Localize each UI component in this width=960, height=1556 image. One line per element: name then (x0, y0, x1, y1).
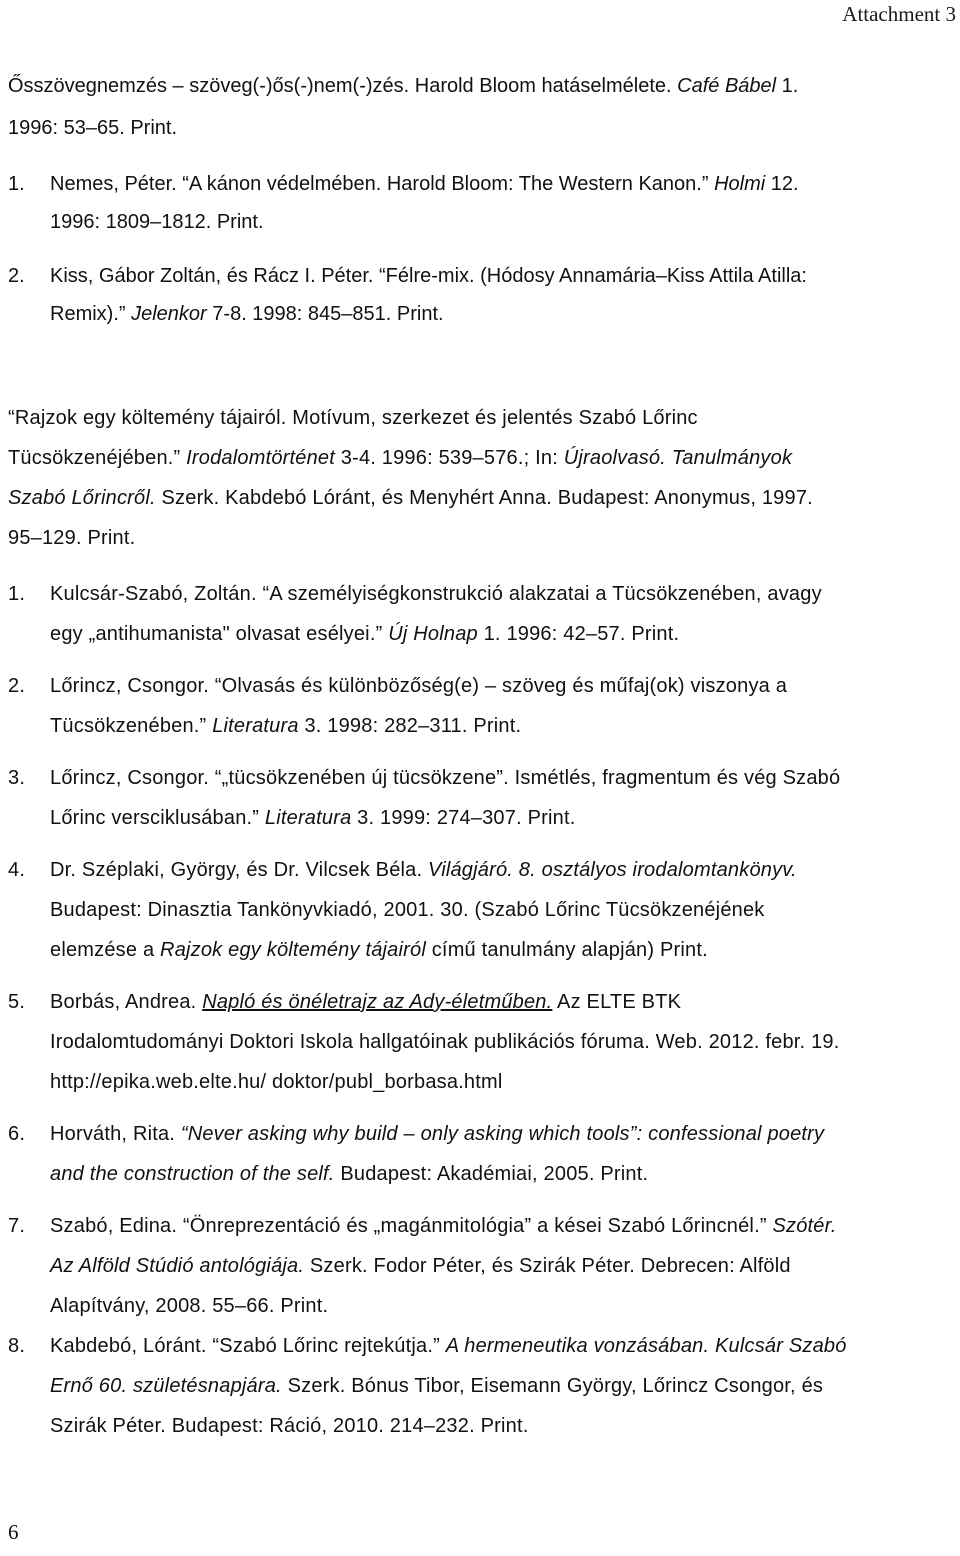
item-line: 1996: 1809–1812. Print. (50, 211, 264, 233)
item-line: Nemes, Péter. “A kánon védelmében. Harold Bloom: The Western Kanon.” Holmi 12. (50, 173, 799, 195)
block2-line2: Tücsökzenéjében.” Irodalomtörténet 3-4. 1996: 539–576.; In: Újraolvasó. Tanulmányok (8, 447, 793, 469)
item-number: 4. (8, 859, 26, 881)
item-line: Ernő 60. születésnapjára. Szerk. Bónus Tibor, Eisemann György, Lőrincz Csongor, és (50, 1375, 824, 1397)
item-line: Lőrincz, Csongor. “„tücsökzenében új tücsökzene”. Ismétlés, fragmentum és vég Szabó (50, 767, 841, 789)
item-line: Kabdebó, Lóránt. “Szabó Lőrinc rejtekútja.” A hermeneutika vonzásában. Kulcsár Szabó (50, 1335, 847, 1357)
page-number: 6 (8, 1520, 19, 1544)
item-line: Kulcsár-Szabó, Zoltán. “A személyiségkonstrukció alakzatai a Tücsökzenében, avagy (50, 583, 822, 605)
item-line: egy „antihumanista" olvasat esélyei.” Új Holnap 1. 1996: 42–57. Print. (50, 623, 680, 645)
item-line: Lőrinc versciklusában.” Literatura 3. 1999: 274–307. Print. (50, 807, 576, 829)
item-number: 8. (8, 1335, 26, 1357)
item-number: 5. (8, 991, 26, 1013)
item-number: 6. (8, 1123, 26, 1145)
item-line: Budapest: Dinasztia Tankönyvkiadó, 2001. 30. (Szabó Lőrinc Tücsökzenéjének (50, 899, 765, 921)
item-line: Irodalomtudományi Doktori Iskola hallgatóinak publikációs fóruma. Web. 2012. febr. 19. (50, 1031, 840, 1053)
item-number: 3. (8, 767, 26, 789)
block1-line1: Ősszövegnemzés – szöveg(-)ős(-)nem(-)zés. Harold Bloom hatáselmélete. Café Bábel 1. (8, 75, 799, 97)
item-line: Borbás, Andrea. Napló és önéletrajz az Ady-életműben. Az ELTE BTK (50, 991, 682, 1013)
item-number: 2. (8, 265, 25, 287)
item-line: Lőrincz, Csongor. “Olvasás és különbözőség(e) – szöveg és műfaj(ok) viszonya a (50, 675, 788, 697)
item-line: Az Alföld Stúdió antológiája. Szerk. Fodor Péter, és Szirák Péter. Debrecen: Alföld (50, 1255, 791, 1277)
item-line: elemzése a Rajzok egy költemény tájairól című tanulmány alapján) Print. (50, 939, 708, 961)
item-line: Kiss, Gábor Zoltán, és Rácz I. Péter. “Félre-mix. (Hódosy Annamária–Kiss Attila Atilla: (50, 265, 807, 287)
item-number: 7. (8, 1215, 26, 1237)
item-line: Horváth, Rita. “Never asking why build – only asking which tools”: confessional poetry (50, 1123, 825, 1145)
item-number: 2. (8, 675, 26, 697)
item-number: 1. (8, 173, 25, 195)
block2-line4: 95–129. Print. (8, 527, 136, 549)
item-line: and the construction of the self. Budapest: Akadémiai, 2005. Print. (50, 1163, 649, 1185)
attachment-label: Attachment 3 (842, 2, 956, 26)
item-line: Remix).” Jelenkor 7-8. 1998: 845–851. Print. (50, 303, 444, 325)
item-link[interactable]: http://epika.web.elte.hu/ doktor/publ_borbasa.html (50, 1071, 503, 1093)
block2-line1: “Rajzok egy költemény tájairól. Motívum, szerkezet és jelentés Szabó Lőrinc (8, 407, 698, 429)
item-line: Szabó, Edina. “Önreprezentáció és „magánmitológia” a kései Szabó Lőrincnél.” Szótér. (50, 1215, 837, 1237)
block2-line3: Szabó Lőrincről. Szerk. Kabdebó Lóránt, és Menyhért Anna. Budapest: Anonymus, 1997. (8, 487, 813, 509)
item-line: Dr. Széplaki, György, és Dr. Vilcsek Béla. Világjáró. 8. osztályos irodalomtankönyv. (50, 859, 797, 881)
item-number: 1. (8, 583, 26, 605)
item-line: Alapítvány, 2008. 55–66. Print. (50, 1295, 329, 1317)
block1-line2: 1996: 53–65. Print. (8, 117, 178, 139)
item-line: Szirák Péter. Budapest: Ráció, 2010. 214–232. Print. (50, 1415, 529, 1437)
item-line: Tücsökzenében.” Literatura 3. 1998: 282–311. Print. (50, 715, 522, 737)
